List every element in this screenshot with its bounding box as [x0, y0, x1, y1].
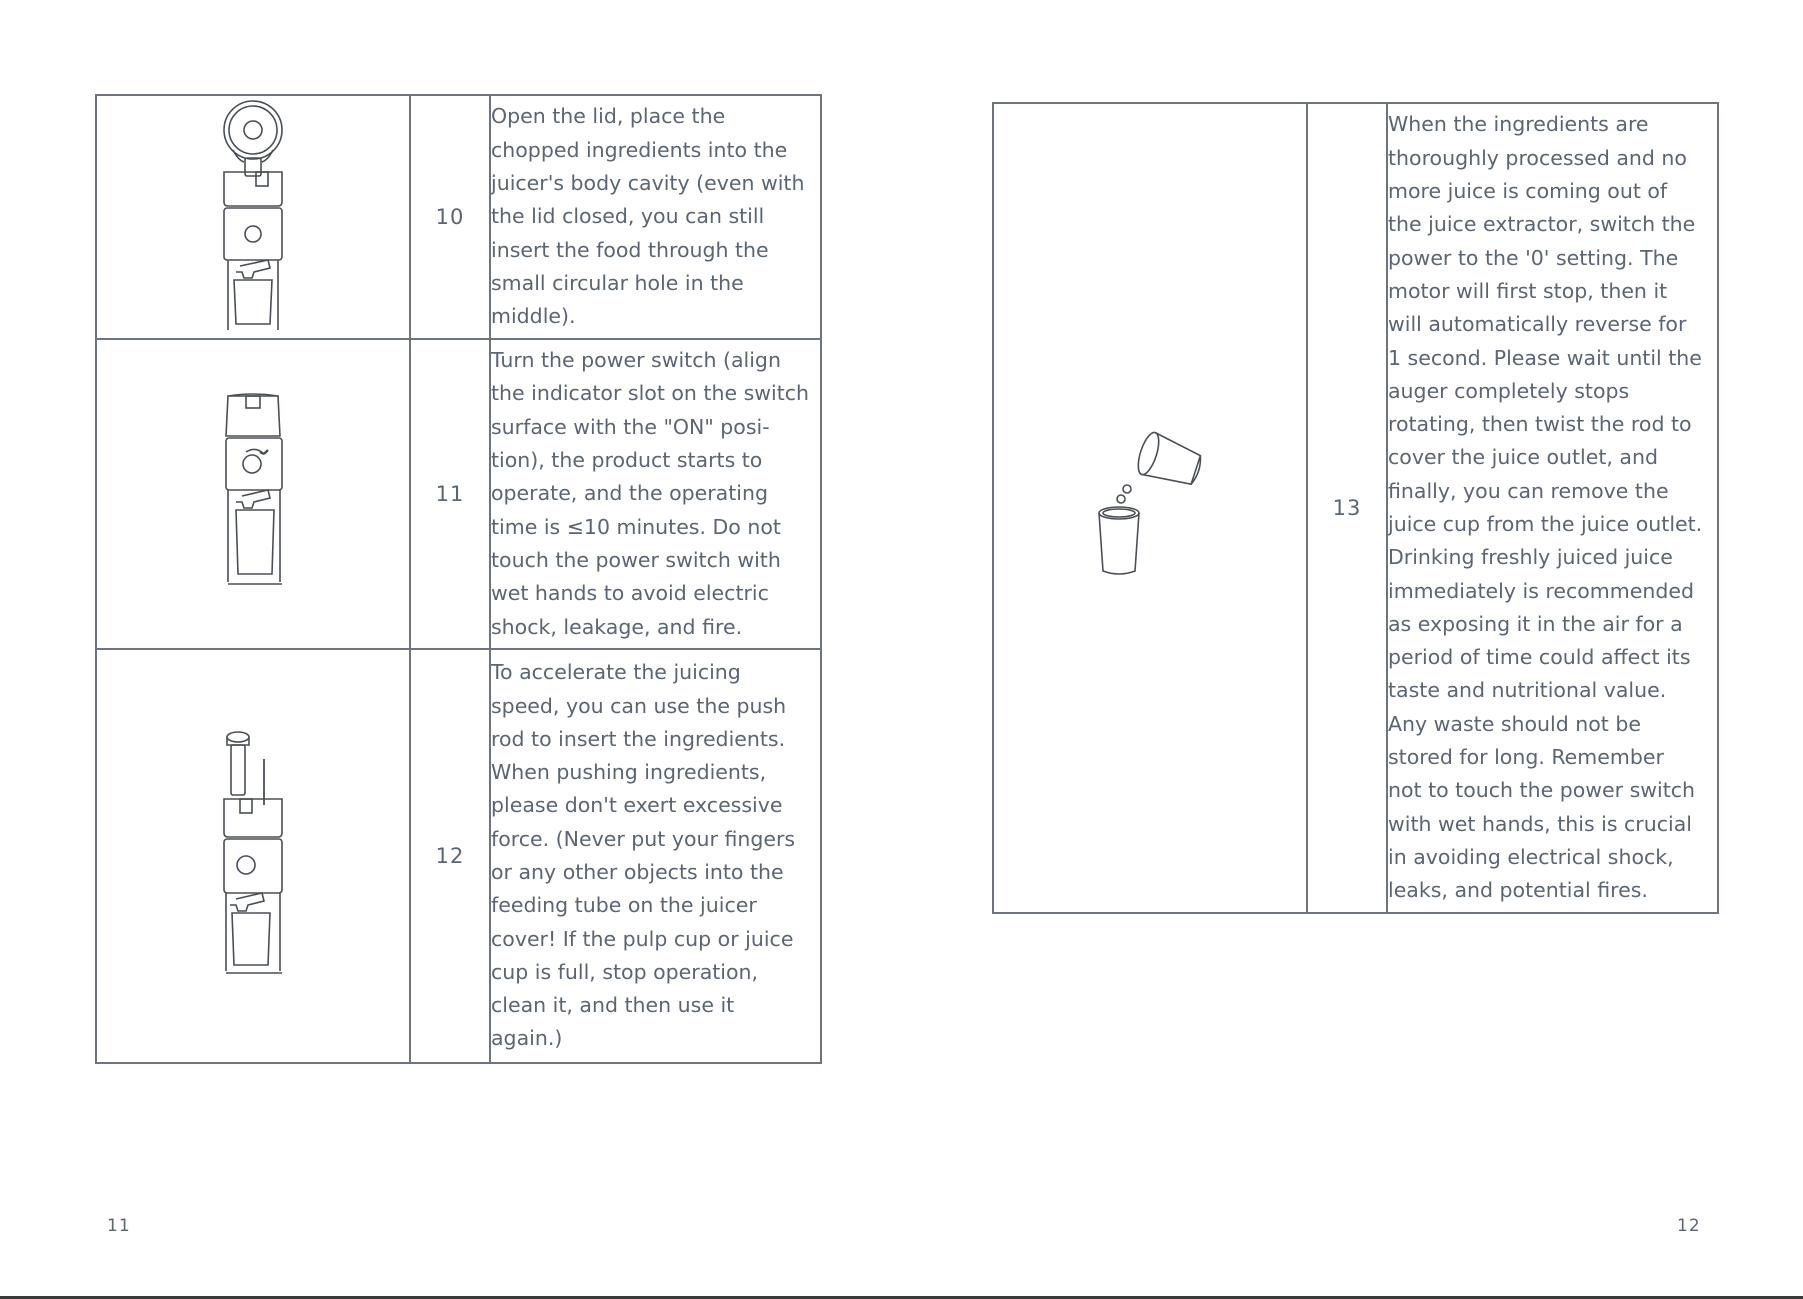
step-text: To accelerate the juicing speed, you can use the push rod to insert the ingredients. When pushing ingredients, please don't exert excessive force. (Never put your fingers or any other objects into the feeding tube on the juicer cover! If the pulp cup or juice cup is full, stop operation, clean it, and then use it again.)	[491, 660, 796, 1051]
table-row	[993, 103, 1718, 913]
step-text: When the ingredients are thoroughly processed and no more juice is coming out of the juice extractor, switch the power to the '0' setting. The motor will first stop, then it will automatically reverse for 1 second. Please wait until the auger completely stops rotating, then twist the rod to cover the juice outlet, and finally, you can remove the juice cup from the juice outlet. Drinking freshly juiced juice immediately is recommended as exposing it in the air for a period of time could affect its taste and nutritional value. Any waste should not be stored for long. Remember not to touch the power switch with wet hands, this is crucial in avoiding electrical shock, leaks, and potential fires.	[1388, 112, 1703, 903]
step-number: 10	[410, 95, 490, 339]
juicer-power-switch-icon	[198, 392, 308, 592]
juicer-push-rod-icon	[198, 729, 308, 979]
step-image-cell	[96, 649, 410, 1063]
step-description	[1387, 103, 1718, 913]
instruction-table-left	[95, 94, 822, 1064]
step-number: 13	[1307, 103, 1387, 913]
pouring-cup-icon	[1085, 431, 1215, 581]
step-description	[490, 95, 821, 339]
step-description	[490, 649, 821, 1063]
juicer-lid-open-icon	[198, 100, 308, 330]
step-text: Open the lid, place the chopped ingredients into the juicer's body cavity (even with the lid closed, you can still insert the food through the small circular hole in the middle).	[491, 104, 805, 329]
step-image-cell	[96, 95, 410, 339]
page-number: 12	[1677, 1216, 1701, 1236]
instruction-table-right	[992, 102, 1719, 914]
step-image-cell	[993, 103, 1307, 913]
table-row	[96, 339, 821, 649]
page-number: 11	[107, 1216, 131, 1236]
table-row	[96, 649, 821, 1063]
step-text: Turn the power switch (align the indicator slot on the switch surface with the "ON" posi- tion), the product starts to operate, and the operating time is ≤10 minutes. Do not touch the power switch with wet hands to avoid electric shock, leakage, and fire.	[491, 348, 810, 639]
step-number: 11	[410, 339, 490, 649]
step-number: 12	[410, 649, 490, 1063]
table-row	[96, 95, 821, 339]
step-description	[490, 339, 821, 649]
step-image-cell	[96, 339, 410, 649]
